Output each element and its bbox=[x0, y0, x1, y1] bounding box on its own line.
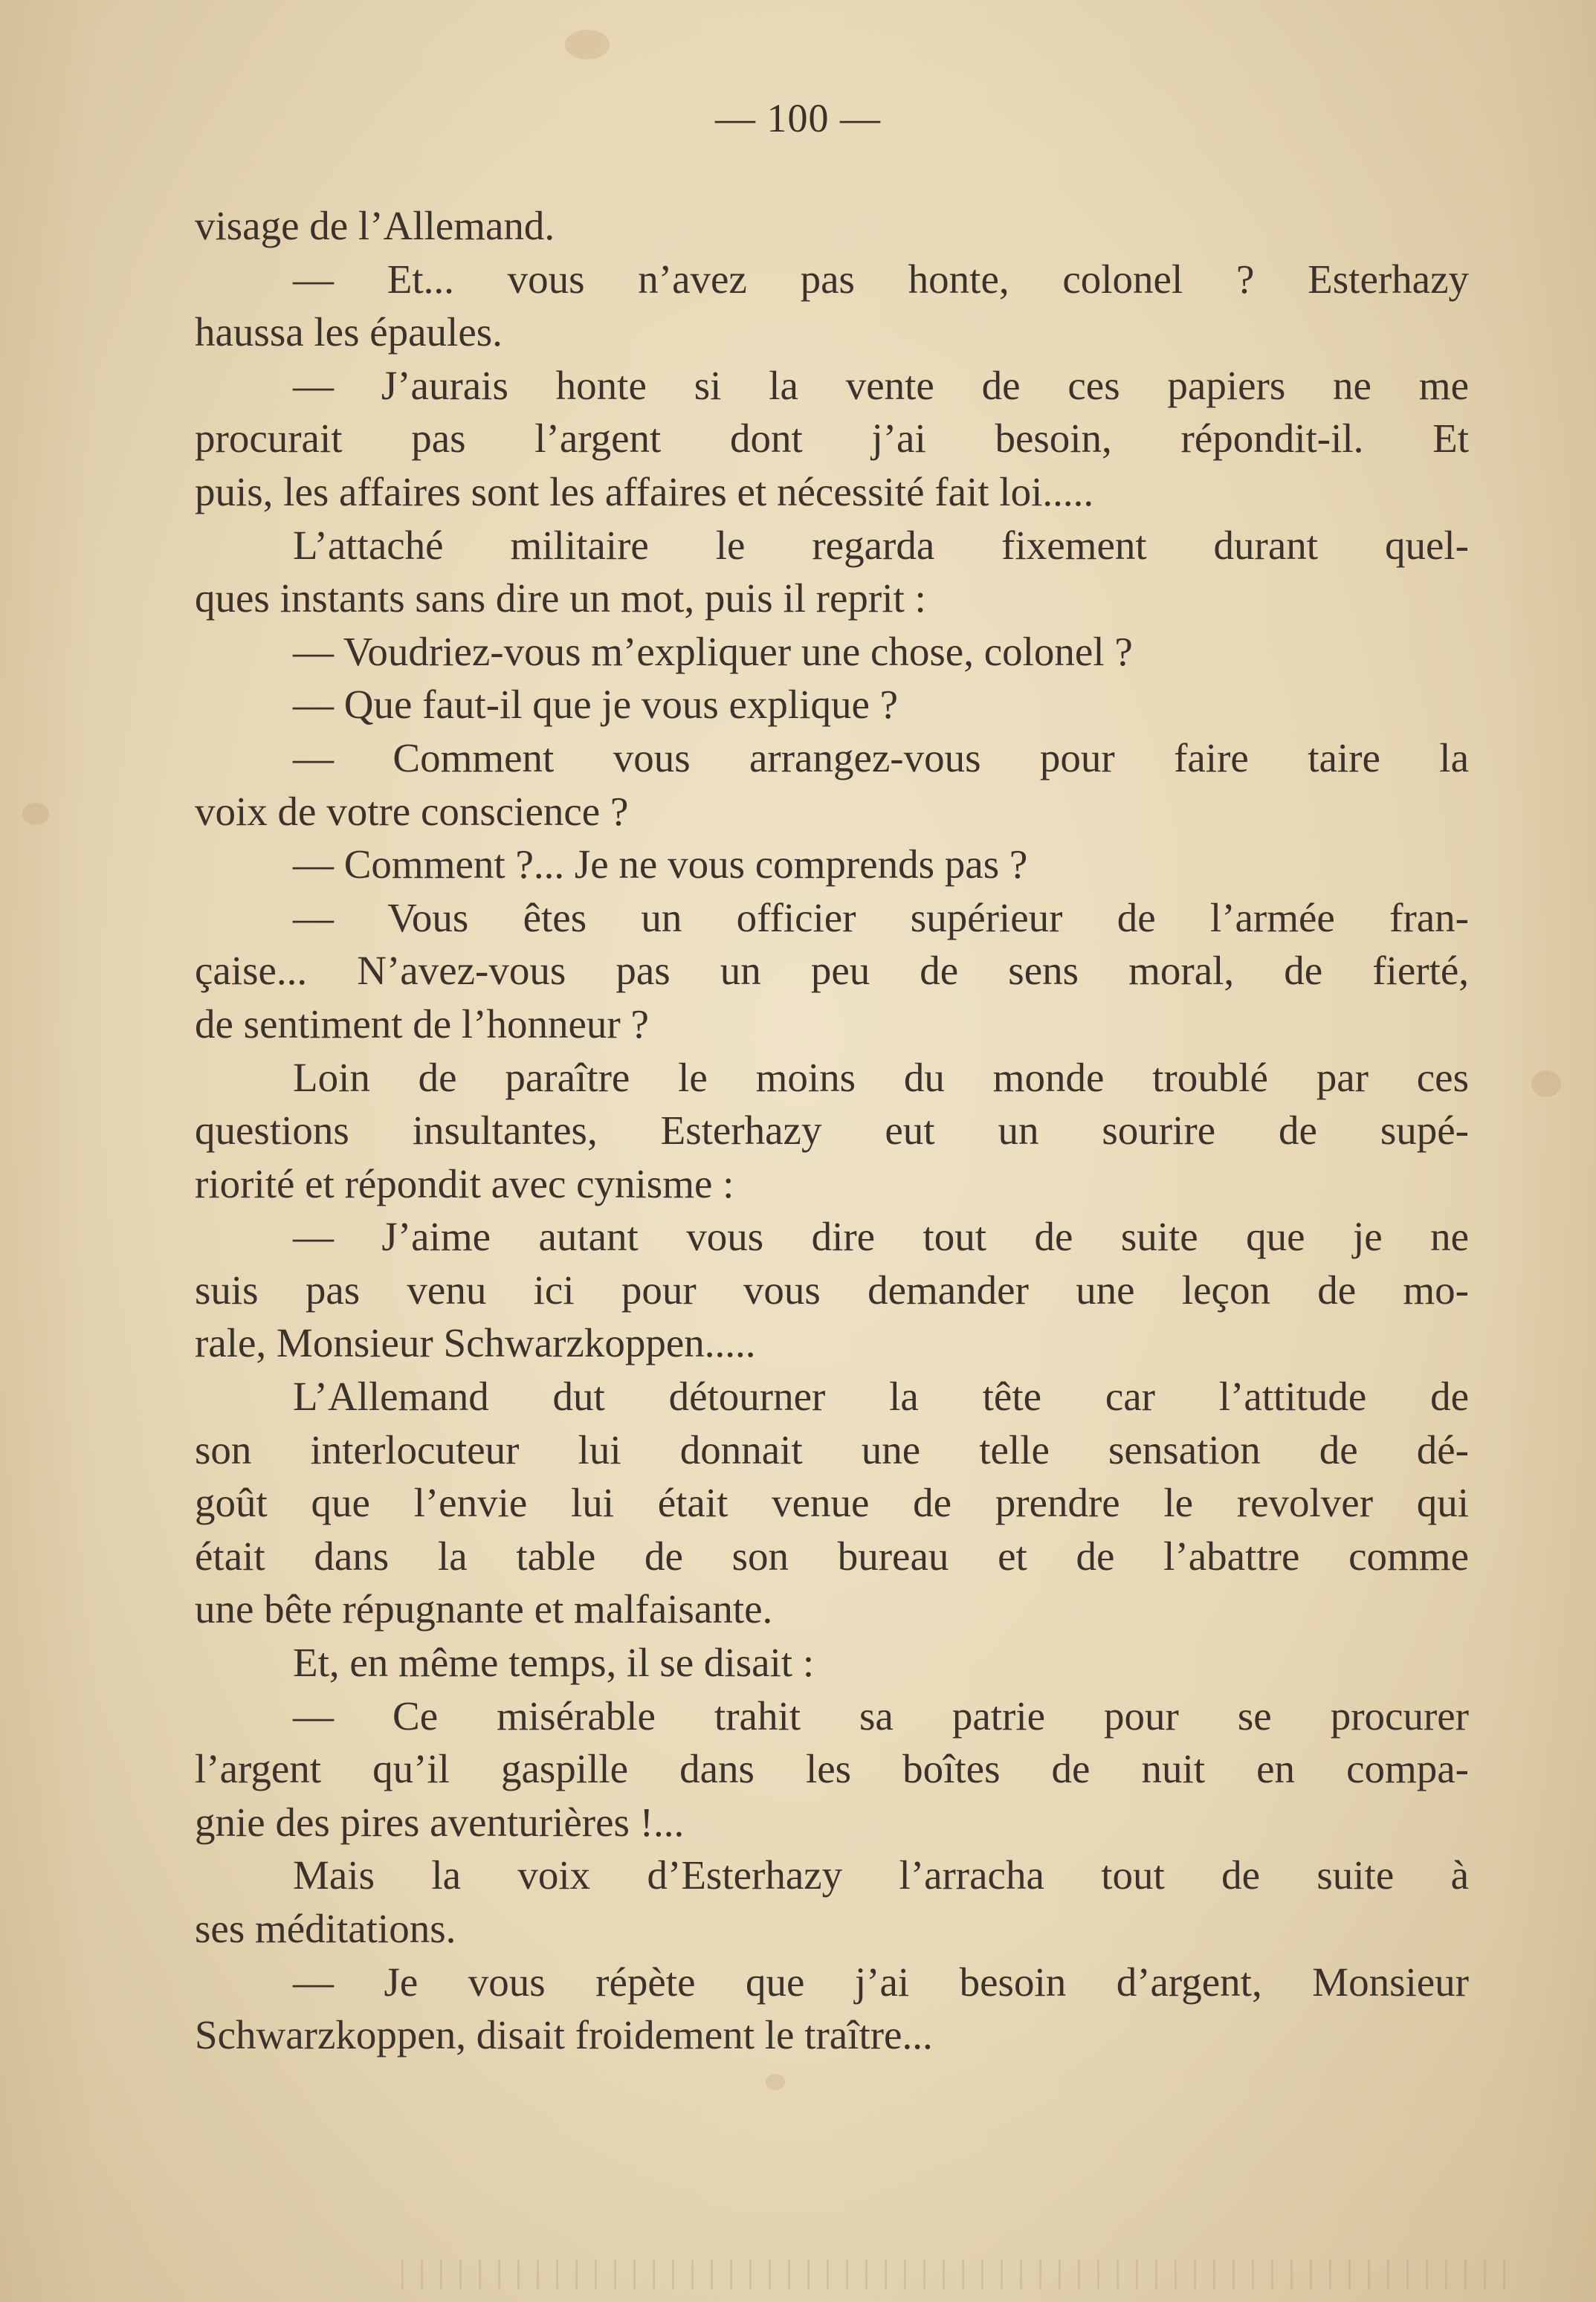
text-line: Loin de paraître le moins du monde troublé par ces bbox=[293, 1054, 1469, 1100]
text-line: était dans la table de son bureau et de l’abattre comme bbox=[195, 1533, 1469, 1579]
text-line: gnie des pires aventurières !... bbox=[195, 1799, 685, 1845]
text-line: questions insultantes, Esterhazy eut un sourire de supé- bbox=[195, 1108, 1469, 1154]
text-line: Schwarzkoppen, disait froidement le traître... bbox=[195, 2012, 933, 2058]
text-line: — Comment ?... Je ne vous comprends pas ? bbox=[293, 841, 1028, 888]
text-line: ques instants sans dire un mot, puis il reprit : bbox=[195, 575, 926, 621]
text-line: rale, Monsieur Schwarzkoppen..... bbox=[195, 1320, 756, 1366]
text-line: Et, en même temps, il se disait : bbox=[293, 1640, 815, 1686]
paper-stain bbox=[22, 803, 49, 825]
text-line: son interlocuteur lui donnait une telle sensation de dé- bbox=[195, 1426, 1469, 1472]
text-line: çaise... N’avez-vous pas un peu de sens moral, de fierté, bbox=[195, 948, 1469, 994]
text-line: l’argent qu’il gaspille dans les boîtes de nuit en compa- bbox=[195, 1746, 1469, 1792]
text-line: — Voudriez-vous m’expliquer une chose, colonel ? bbox=[293, 628, 1133, 674]
text-line: — J’aime autant vous dire tout de suite que je ne bbox=[293, 1214, 1469, 1260]
text-line: — Que faut-il que je vous explique ? bbox=[293, 682, 899, 728]
text-line: visage de l’Allemand. bbox=[195, 203, 555, 248]
text-line: voix de votre conscience ? bbox=[195, 788, 629, 834]
text-line: L’Allemand dut détourner la tête car l’attitude de bbox=[293, 1374, 1469, 1420]
text-line: puis, les affaires sont les affaires et nécessité fait loi..... bbox=[195, 468, 1094, 514]
text-line: — Ce misérable trahit sa patrie pour se procurer bbox=[293, 1692, 1469, 1739]
page-number: — 100 — bbox=[715, 96, 881, 140]
text-line: suis pas venu ici pour vous demander une leçon de mo- bbox=[195, 1267, 1469, 1313]
paper-stain bbox=[565, 30, 610, 59]
paper-stain bbox=[1531, 1070, 1561, 1097]
paper-stain bbox=[766, 2074, 785, 2090]
page-body-text bbox=[195, 199, 1469, 2062]
text-line: procurait pas l’argent dont j’ai besoin, répondit-il. Et bbox=[195, 416, 1469, 462]
text-line: riorité et répondit avec cynisme : bbox=[195, 1160, 734, 1206]
text-line: — Je vous répète que j’ai besoin d’argent, Monsieur bbox=[293, 1959, 1469, 2005]
bottom-edge-marks bbox=[401, 2260, 1516, 2289]
text-line: goût que l’envie lui était venue de prendre le revolver qui bbox=[195, 1480, 1469, 1526]
text-line: Mais la voix d’Esterhazy l’arracha tout de suite à bbox=[293, 1852, 1469, 1898]
text-line: — J’aurais honte si la vente de ces papiers ne me bbox=[293, 362, 1469, 408]
text-line: ses méditations. bbox=[195, 1906, 456, 1951]
text-line: — Vous êtes un officier supérieur de l’armée fran- bbox=[293, 894, 1469, 940]
text-line: une bête répugnante et malfaisante. bbox=[195, 1586, 773, 1632]
text-line: L’attaché militaire le regarda fixement durant quel- bbox=[293, 522, 1469, 568]
text-line: haussa les épaules. bbox=[195, 309, 503, 355]
text-line: — Et... vous n’avez pas honte, colonel ? Esterhazy bbox=[293, 256, 1469, 302]
text-line: de sentiment de l’honneur ? bbox=[195, 1000, 649, 1047]
text-line: — Comment vous arrangez-vous pour faire taire la bbox=[293, 734, 1469, 780]
